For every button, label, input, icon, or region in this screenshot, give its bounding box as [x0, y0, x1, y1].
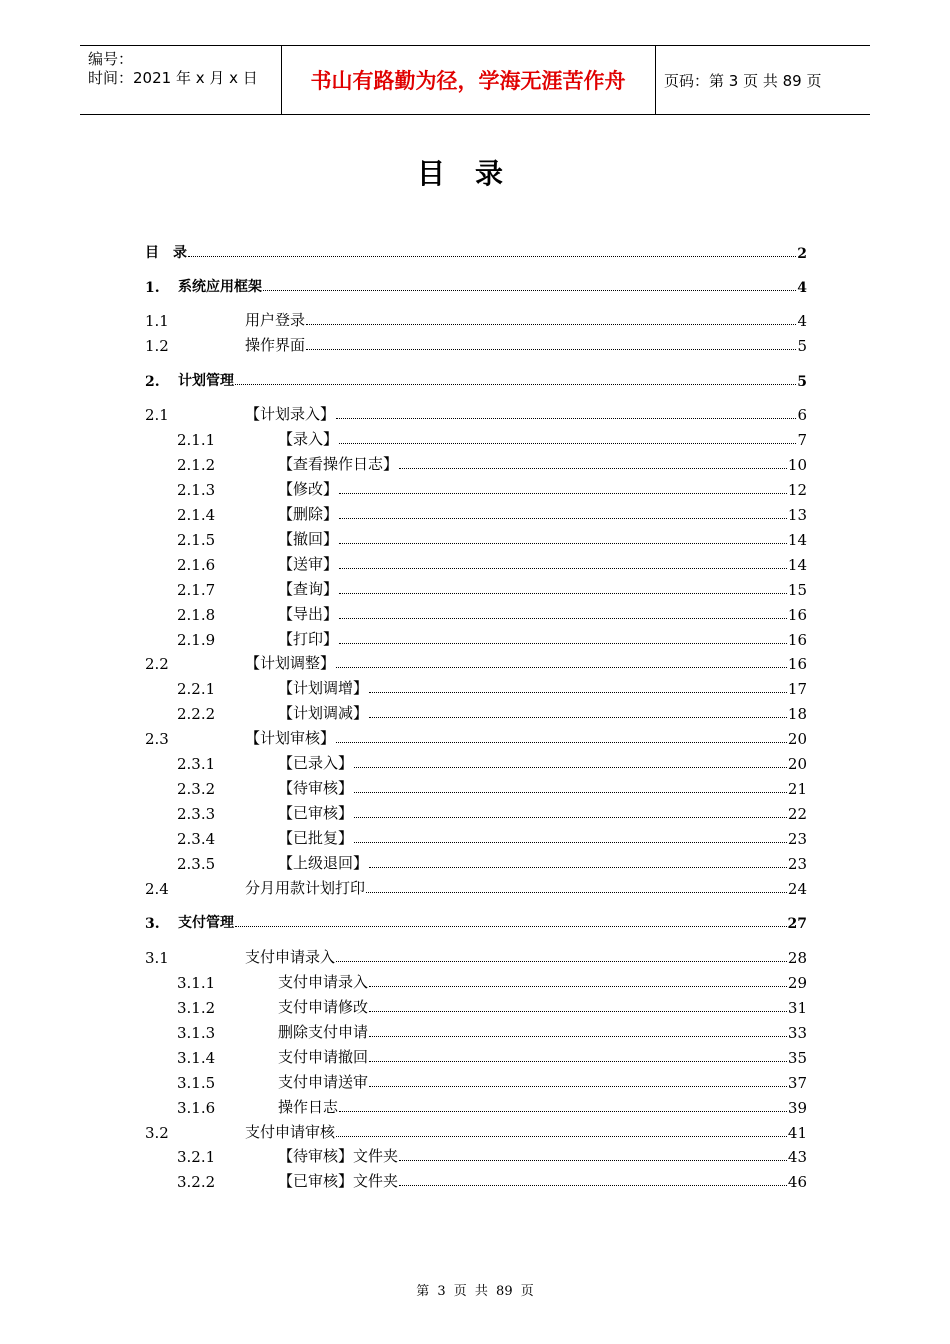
toc-leader-dots	[339, 442, 796, 444]
toc-entry-page: 22	[787, 805, 807, 823]
toc-entry-label: 【计划调减】	[278, 704, 369, 722]
toc-leader-dots	[336, 1135, 787, 1137]
toc-entry-label: 支付申请修改	[278, 998, 369, 1016]
toc-entry[interactable]	[145, 308, 807, 330]
page-footer: 第 3 页 共 89 页	[416, 1284, 534, 1299]
toc-entry-number: 3.1	[145, 949, 169, 967]
toc-entry-page: 43	[787, 1148, 807, 1166]
toc-leader-dots	[369, 1035, 787, 1037]
toc-entry-number: 2.1.8	[177, 606, 216, 624]
toc-entry-number: 2.1.2	[177, 456, 216, 474]
toc-entry[interactable]	[145, 477, 807, 499]
toc-entry-page: 23	[787, 830, 807, 848]
header-motto: 书山有路勤为径，学海无涯苦作舟	[310, 69, 626, 93]
toc-leader-dots	[306, 348, 796, 350]
toc-entry-page: 13	[787, 506, 807, 524]
toc-entry[interactable]	[145, 970, 807, 992]
toc-entry[interactable]	[145, 876, 807, 898]
toc-leader-dots	[354, 766, 787, 768]
toc-entry-label: 【送审】	[278, 555, 339, 573]
toc-entry-page: 5	[797, 337, 807, 355]
toc-entry[interactable]	[145, 1070, 807, 1092]
toc-entry-label: 支付申请送审	[278, 1073, 369, 1091]
toc-entry-number: 2.	[145, 374, 160, 390]
toc-entry-label: 支付申请录入	[245, 948, 336, 966]
toc-entry-page: 16	[787, 631, 807, 649]
toc-entry-number: 2.3.2	[177, 780, 216, 798]
toc-entry[interactable]	[145, 240, 807, 262]
toc-entry-label: 计划管理	[178, 373, 234, 389]
header-meta	[88, 50, 278, 88]
toc-entry-label: 【计划调整】	[245, 654, 336, 672]
toc-entry-number: 3.1.1	[177, 974, 216, 992]
toc-entry-page: 2	[797, 246, 807, 262]
toc-entry[interactable]	[145, 502, 807, 524]
toc-entry-number: 3.1.6	[177, 1099, 216, 1117]
toc-entry-label: 【删除】	[278, 505, 339, 523]
toc-entry-label: 操作界面	[245, 336, 306, 354]
toc-entry-page: 6	[797, 406, 807, 424]
toc-entry[interactable]	[145, 1045, 807, 1067]
toc-entry-label: 支付申请录入	[278, 973, 369, 991]
toc-entry-page: 10	[787, 456, 807, 474]
toc-entry-label: 【待审核】	[278, 779, 354, 797]
toc-entry[interactable]	[145, 851, 807, 873]
toc-entry-number: 2.1.7	[177, 581, 216, 599]
toc-leader-dots	[354, 841, 787, 843]
toc-entry-page: 33	[787, 1024, 807, 1042]
toc-entry-number: 3.1.3	[177, 1024, 216, 1042]
toc-entry-label: 【计划审核】	[245, 729, 336, 747]
toc-entry-number: 2.3.5	[177, 855, 216, 873]
toc-entry-page: 14	[787, 531, 807, 549]
toc-entry-page: 24	[787, 880, 807, 898]
toc-entry-number: 2.1	[145, 406, 169, 424]
toc-leader-dots	[369, 716, 787, 718]
toc-entry-page: 23	[787, 855, 807, 873]
toc-entry-label: 【查询】	[278, 580, 339, 598]
toc-entry-page: 15	[787, 581, 807, 599]
toc-entry[interactable]	[145, 1144, 807, 1166]
toc-entry-label: 支付申请撤回	[278, 1048, 369, 1066]
toc-leader-dots	[188, 255, 796, 257]
toc-entry-page: 21	[787, 780, 807, 798]
serial-label: 编号：	[88, 50, 134, 68]
toc-entry-label: 操作日志	[278, 1098, 339, 1116]
toc-entry[interactable]	[145, 402, 807, 424]
page-title: 目录	[416, 157, 533, 190]
toc-entry[interactable]	[145, 945, 807, 967]
toc-entry-label: 【打印】	[278, 630, 339, 648]
toc-entry[interactable]	[145, 577, 807, 599]
toc-entry-label: 删除支付申请	[278, 1023, 369, 1041]
toc-entry[interactable]	[145, 274, 807, 296]
toc-leader-dots	[399, 1184, 787, 1186]
toc-entry-page: 46	[787, 1173, 807, 1191]
time-label: 时间：2021 年 x 月 x 日	[88, 69, 258, 87]
toc-entry-label: 【上级退回】	[278, 854, 369, 872]
toc-entry[interactable]	[145, 701, 807, 723]
toc-entry-number: 3.2.2	[177, 1173, 216, 1191]
toc-entry[interactable]	[145, 602, 807, 624]
toc-entry-label: 【计划调增】	[278, 679, 369, 697]
toc-entry[interactable]	[145, 995, 807, 1017]
toc-leader-dots	[354, 816, 787, 818]
toc-leader-dots	[339, 1110, 787, 1112]
toc-entry-page: 18	[787, 705, 807, 723]
toc-entry[interactable]	[145, 1095, 807, 1117]
toc-entry-label: 【已录入】	[278, 754, 354, 772]
toc-entry-number: 2.4	[145, 880, 169, 898]
toc-entry[interactable]	[145, 552, 807, 574]
toc-entry-number: 3.1.4	[177, 1049, 216, 1067]
toc-entry-page: 17	[787, 680, 807, 698]
toc-leader-dots	[369, 1085, 787, 1087]
toc-entry[interactable]	[145, 726, 807, 748]
toc-leader-dots	[369, 985, 787, 987]
toc-entry-label: 【已审核】文件夹	[278, 1172, 399, 1190]
toc-entry[interactable]	[145, 801, 807, 823]
toc-leader-dots	[339, 617, 787, 619]
toc-entry-label: 用户登录	[245, 311, 306, 329]
toc-leader-dots	[306, 323, 796, 325]
toc-entry-page: 14	[787, 556, 807, 574]
toc-entry-page: 16	[787, 606, 807, 624]
toc-entry-page: 41	[787, 1124, 807, 1142]
toc-entry-page: 28	[787, 949, 807, 967]
toc-entry-number: 1.	[145, 280, 160, 296]
toc-leader-dots	[369, 691, 787, 693]
toc-entry-label: 【修改】	[278, 480, 339, 498]
toc-entry-number: 2.1.9	[177, 631, 216, 649]
toc-entry-page: 20	[787, 755, 807, 773]
toc-leader-dots	[369, 1060, 787, 1062]
toc-entry-number: 1.1	[145, 312, 169, 330]
toc-leader-dots	[263, 289, 796, 291]
toc-entry-page: 7	[797, 431, 807, 449]
page-header	[80, 45, 870, 115]
toc-entry[interactable]	[145, 651, 807, 673]
toc-entry-number: 3.2	[145, 1124, 169, 1142]
toc-leader-dots	[399, 467, 787, 469]
toc-leader-dots	[369, 1010, 787, 1012]
toc-leader-dots	[336, 741, 787, 743]
header-page-info: 页码：第 3 页 共 89 页	[664, 71, 822, 90]
toc-entry[interactable]	[145, 627, 807, 649]
toc-entry-page: 37	[787, 1074, 807, 1092]
toc-entry-page: 20	[787, 730, 807, 748]
toc-entry-number: 2.2	[145, 655, 169, 673]
toc-leader-dots	[339, 542, 787, 544]
toc-entry-number: 目 录	[145, 245, 187, 261]
toc-leader-dots	[339, 642, 787, 644]
toc-entry-number: 3.2.1	[177, 1148, 216, 1166]
toc-entry-label: 【录入】	[278, 430, 339, 448]
toc-entry-number: 2.3.4	[177, 830, 216, 848]
toc-entry-page: 29	[787, 974, 807, 992]
toc-entry-label: 【计划录入】	[245, 405, 336, 423]
toc-entry-label: 【查看操作日志】	[278, 455, 399, 473]
toc-entry[interactable]	[145, 1120, 807, 1142]
toc-entry-page: 12	[787, 481, 807, 499]
toc-entry-label: 【已审核】	[278, 804, 354, 822]
toc-entry[interactable]	[145, 1020, 807, 1042]
toc-entry[interactable]	[145, 333, 807, 355]
toc-entry-number: 2.3	[145, 730, 169, 748]
toc-entry-page: 31	[787, 999, 807, 1017]
toc-leader-dots	[339, 517, 787, 519]
toc-entry-label: 【撤回】	[278, 530, 339, 548]
toc-entry-page: 4	[797, 280, 807, 296]
toc-entry-number: 2.1.5	[177, 531, 216, 549]
toc-entry[interactable]	[145, 751, 807, 773]
toc-entry-number: 2.3.3	[177, 805, 216, 823]
toc-entry-number: 3.	[145, 916, 160, 932]
header-divider	[655, 46, 656, 114]
toc-leader-dots	[336, 960, 787, 962]
toc-entry-label: 支付管理	[178, 915, 234, 931]
toc-leader-dots	[354, 791, 787, 793]
toc-entry-number: 2.1.1	[177, 431, 216, 449]
toc-entry-number: 2.1.6	[177, 556, 216, 574]
toc-entry-number: 2.2.2	[177, 705, 216, 723]
toc-leader-dots	[339, 492, 787, 494]
toc-entry-label: 【导出】	[278, 605, 339, 623]
toc-entry[interactable]	[145, 427, 807, 449]
toc-leader-dots	[369, 866, 787, 868]
toc-entry-number: 3.1.5	[177, 1074, 216, 1092]
toc-entry[interactable]	[145, 676, 807, 698]
toc-entry[interactable]	[145, 527, 807, 549]
toc-entry-page: 27	[787, 916, 807, 932]
toc-entry-label: 【已批复】	[278, 829, 354, 847]
toc-entry[interactable]	[145, 826, 807, 848]
toc-leader-dots	[366, 891, 787, 893]
toc-entry[interactable]	[145, 452, 807, 474]
toc-leader-dots	[235, 383, 796, 385]
toc-entry[interactable]	[145, 1169, 807, 1191]
toc-entry-number: 2.2.1	[177, 680, 216, 698]
toc-entry-label: 【待审核】文件夹	[278, 1147, 399, 1165]
toc-entry-page: 4	[797, 312, 807, 330]
toc-entry-page: 35	[787, 1049, 807, 1067]
toc-entry[interactable]	[145, 368, 807, 390]
toc-entry-label: 分月用款计划打印	[245, 879, 366, 897]
toc-entry-page: 16	[787, 655, 807, 673]
toc-entry-number: 1.2	[145, 337, 169, 355]
toc-leader-dots	[339, 592, 787, 594]
toc-leader-dots	[399, 1159, 787, 1161]
toc-entry-number: 2.1.3	[177, 481, 216, 499]
toc-entry[interactable]	[145, 776, 807, 798]
toc-leader-dots	[339, 567, 787, 569]
toc-entry-page: 39	[787, 1099, 807, 1117]
toc-entry-label: 支付申请审核	[245, 1123, 336, 1141]
toc-entry-label: 系统应用框架	[178, 279, 262, 295]
toc-entry-number: 2.3.1	[177, 755, 216, 773]
toc-leader-dots	[336, 417, 796, 419]
toc-entry-page: 5	[797, 374, 807, 390]
toc-entry-number: 3.1.2	[177, 999, 216, 1017]
toc-leader-dots	[235, 925, 787, 927]
toc-entry-number: 2.1.4	[177, 506, 216, 524]
toc-entry[interactable]	[145, 910, 807, 932]
toc-leader-dots	[336, 666, 787, 668]
